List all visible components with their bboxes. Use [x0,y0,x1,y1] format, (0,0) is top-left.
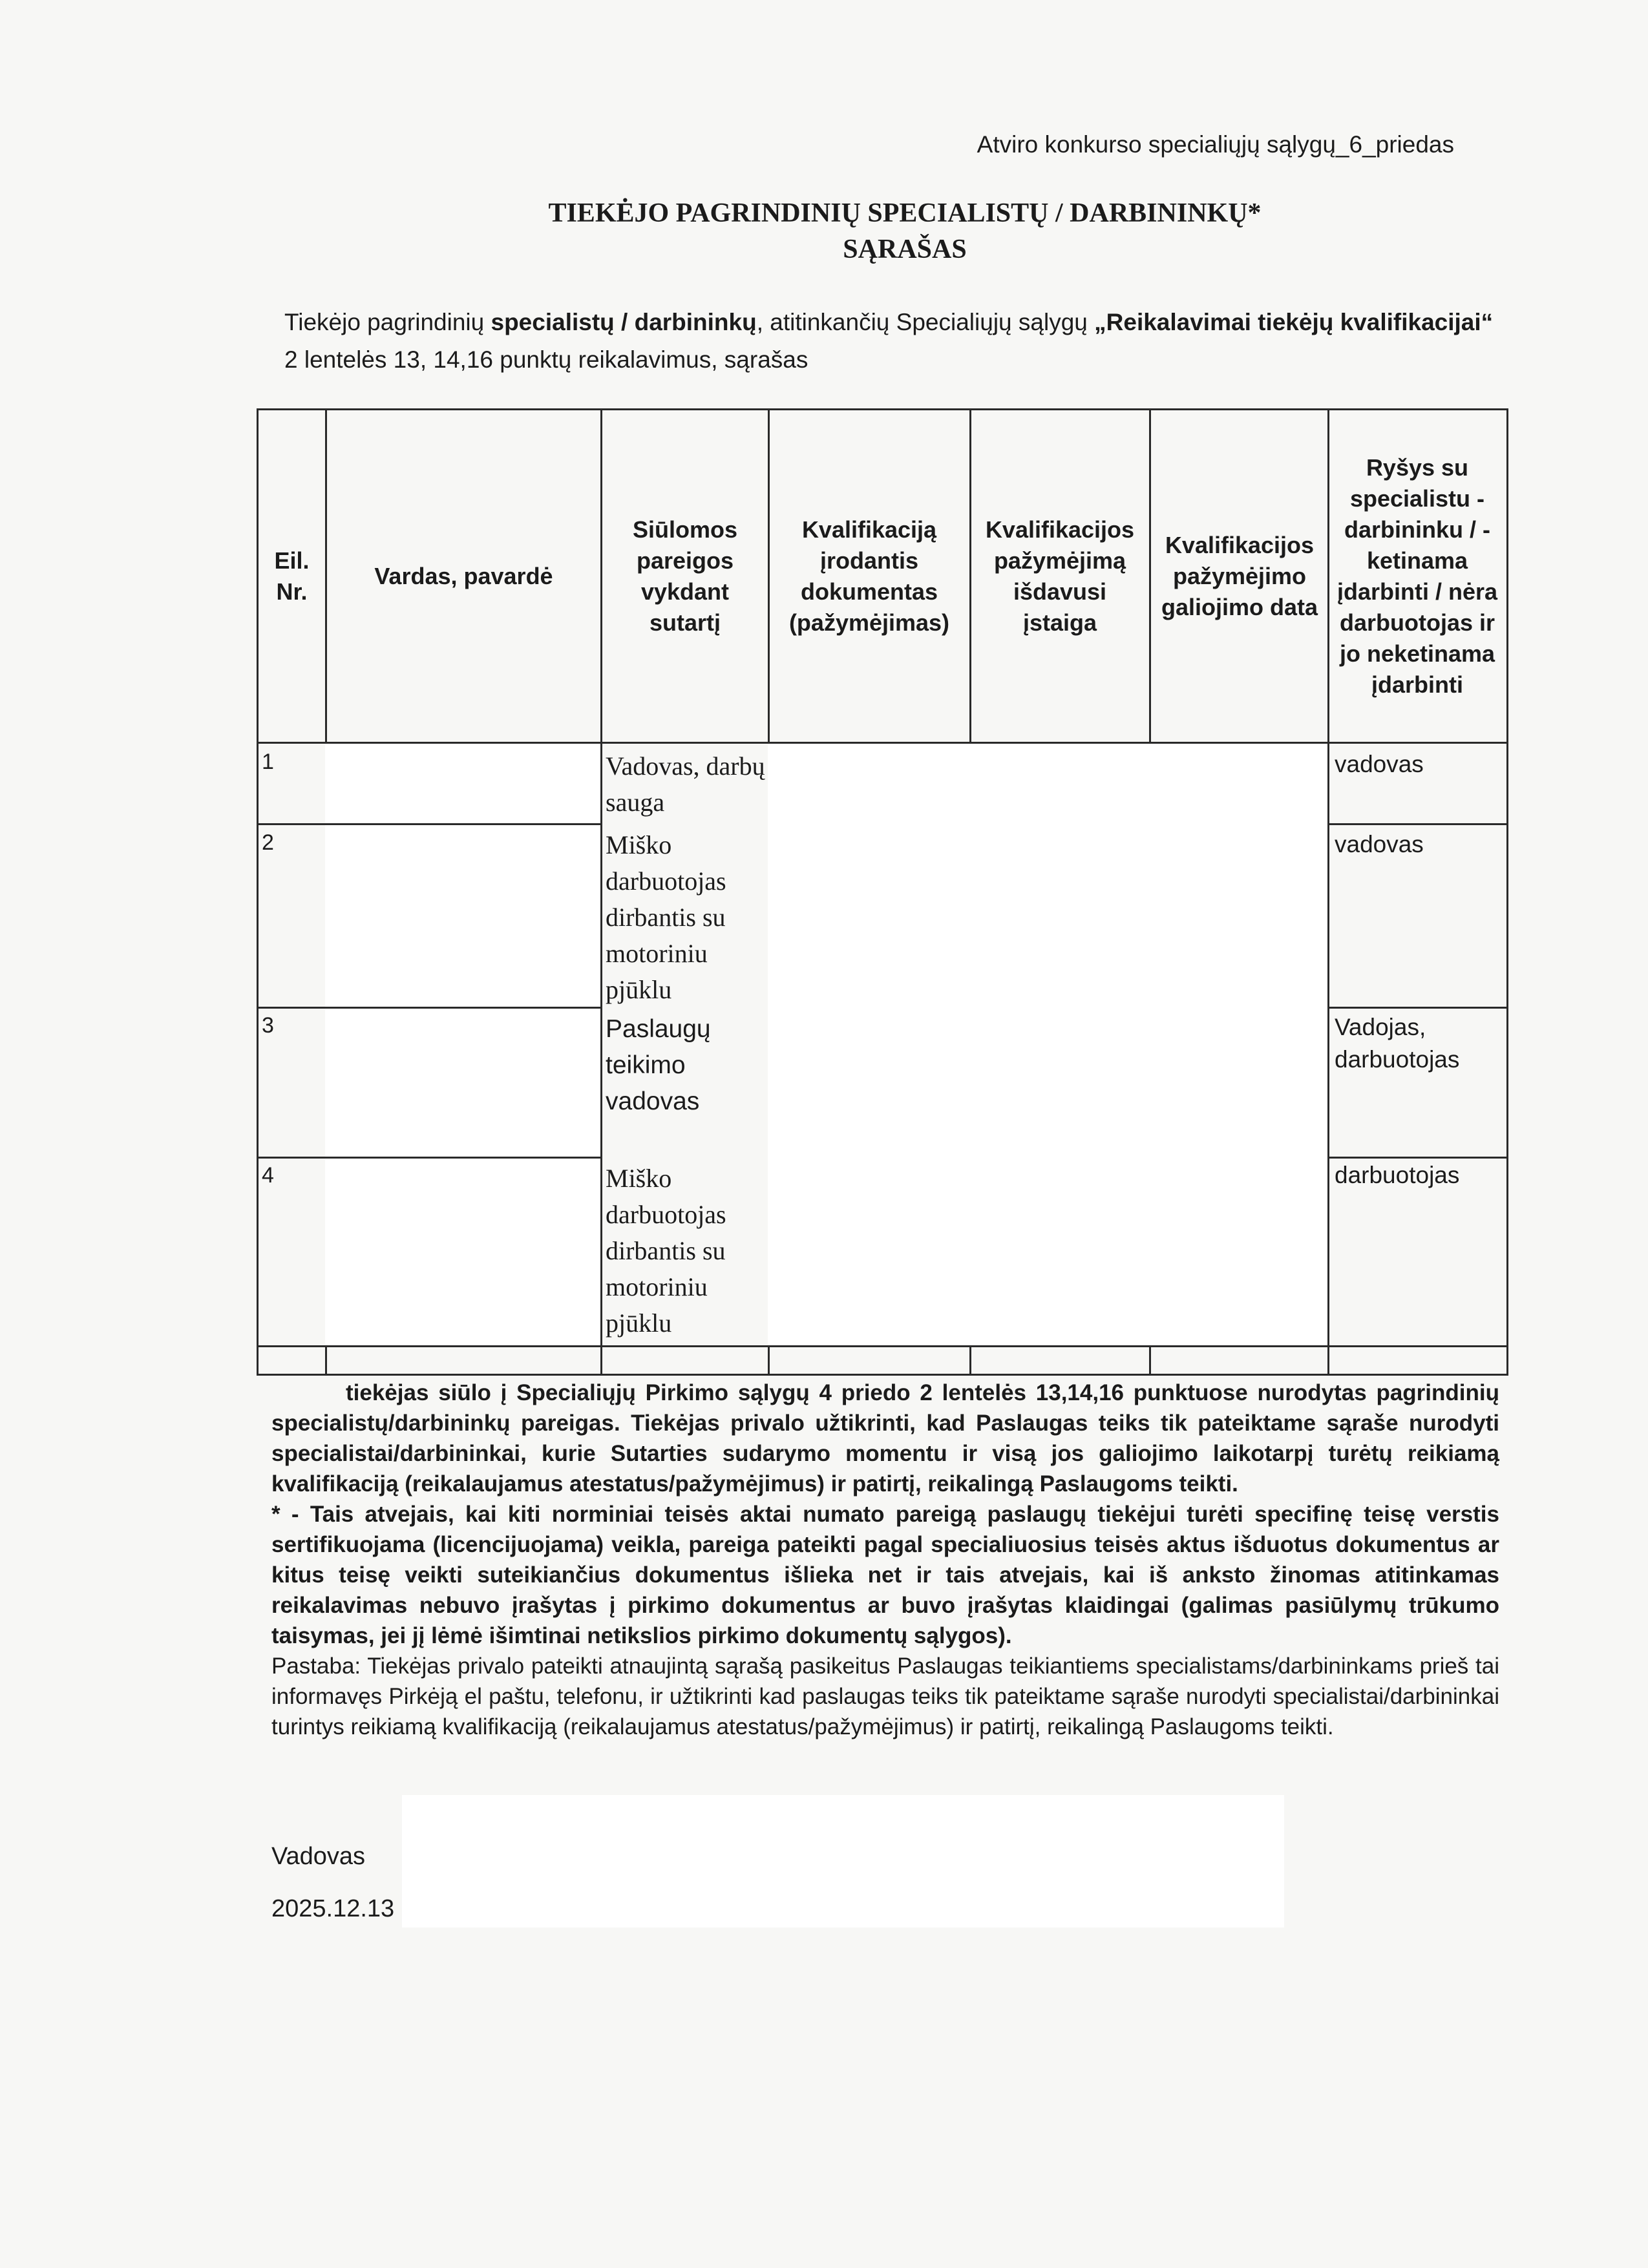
document-title-line2: SĄRAŠAS [843,235,967,264]
row-position: Miško darbuotojas dirbantis su motoriniu pjūklu [606,830,726,1004]
row-position: Vadovas, darbų sauga [606,751,765,817]
annex-label: Atviro konkurso specialiųjų sąlygų_6_priedas [977,131,1454,158]
notes-block [271,1378,1499,1742]
row-relation: vadovas [1335,831,1424,857]
header-relation: Ryšys su specialistu - darbininku / - ketinama įdarbinti / nėra darbuotojas ir jo neketinama įdarbinti [1336,454,1498,698]
signature-role: Vadovas [271,1843,366,1870]
row-relation: darbuotojas [1335,1162,1460,1188]
redacted-documents [768,743,1327,1345]
header-name: Vardas, pavardė [374,562,553,589]
intro-text-1: Tiekėjo pagrindinių [284,309,491,335]
row-position: Miško darbuotojas dirbantis su motoriniu pjūklu [606,1164,726,1338]
row-position: Paslaugų teikimo vadovas [606,1015,711,1115]
header-position: Siūlomos pareigos vykdant sutartį [632,516,738,636]
document-title: TIEKĖJO PAGRINDINIŲ SPECIALISTŲ / DARBININKŲ* [548,198,1262,228]
redacted-signature [402,1795,1284,1927]
header-issuer: Kvalifikacijos pažymėjimą išdavusi įstaiga [985,516,1135,636]
row-number: 2 [262,830,274,855]
header-nr: Eil. Nr. [274,547,310,605]
note-3: Pastaba: Tiekėjas privalo pateikti atnaujintą sąrašą pasikeitus Paslaugas teikiantiems specialistams/darbininkams prieš tai informavęs Pirkėją el paštu, telefonu, ir užtikrinti kad paslaugas teiks tik pateiktame sąraše nurodyti specialistai/darbininkai turintys reikiamą kvalifikaciją (reikalaujamus atestatus/pažymėjimus) ir patirtį, reikalingą Paslaugoms teikti. [271,1654,1499,1739]
row-number: 3 [262,1013,274,1038]
redacted-names [325,743,600,1345]
intro-text-5: 2 lentelės 13, 14,16 punktų reikalavimus, sąrašas [284,346,808,373]
row-relation: vadovas [1335,751,1424,777]
signature-date: 2025.12.13 [271,1895,395,1922]
row-number: 4 [262,1163,274,1188]
header-validity: Kvalifikacijos pažymėjimo galiojimo data [1161,531,1318,620]
note-2: * - Tais atvejais, kai kiti norminiai teisės aktai numato pareigą paslaugų tiekėjui turėti specifinę teisę verstis sertifikuojama (licencijuojama) veikla, pareiga pateikti pagal specialiuosius teisės aktus išduotus dokumentus ar kitus teisę veikti suteikiančius dokumentus išlieka net ir tais atvejais, kai iš anksto žinomas atitinkamas reikalavimas nebuvo įrašytas į pirkimo dokumentus ar buvo įrašytas klaidingai (galimas pasiūlymų trūkumo taisymas, jei jį lėmė išimtinai netikslios pirkimo dokumentų sąlygos). [271,1502,1499,1648]
intro-text-2: specialistų / darbininkų [491,309,757,335]
header-document: Kvalifikaciją įrodantis dokumentas (pažymėjimas) [788,516,950,636]
intro-text-3: , atitinkančių Specialiųjų sąlygų [756,309,1095,335]
row-number: 1 [262,750,274,774]
note-1: tiekėjas siūlo į Specialiųjų Pirkimo sąlygų 4 priedo 2 lentelės 13,14,16 punktuose nurodytas pagrindinių specialistų/darbininkų pareigas. Tiekėjas privalo užtikrinti, kad Paslaugas teiks tik pateiktame sąraše nurodyti specialistai/darbininkai, kurie Sutarties sudarymo momentu ir visą jos galiojimo laikotarpį turėtų reikiamą kvalifikaciją (reikalaujamus atestatus/pažymėjimus) ir patirtį, reikalingą Paslaugoms teikti. [271,1380,1499,1496]
intro-text-4: „Reikalavimai tiekėjų kvalifikacijai“ [1094,309,1494,335]
row-relation: Vadojas, darbuotojas [1335,1014,1460,1073]
intro-paragraph [284,304,1499,379]
